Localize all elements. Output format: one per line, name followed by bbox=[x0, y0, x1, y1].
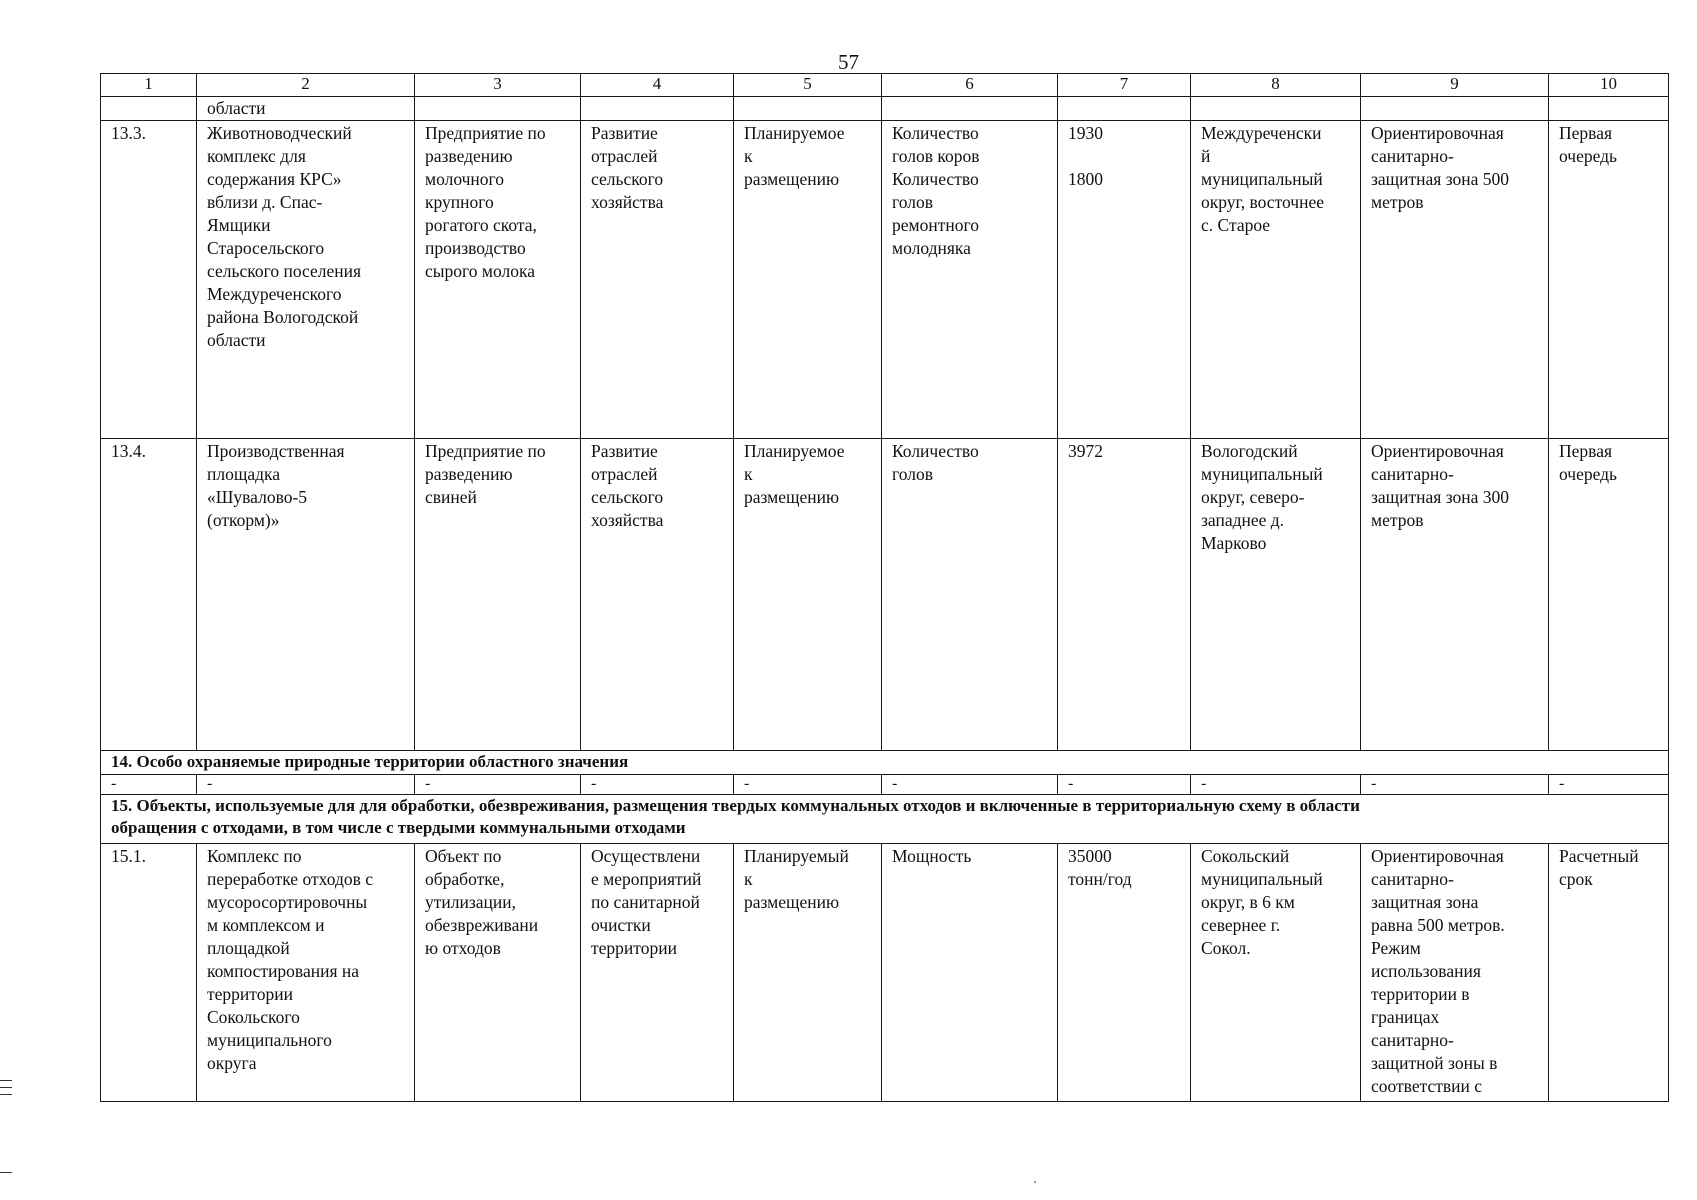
column-number: 10 bbox=[1549, 74, 1669, 97]
value: 1800 bbox=[1068, 169, 1103, 189]
object-characteristic bbox=[882, 121, 1058, 439]
object-values bbox=[1058, 439, 1191, 751]
text-line: сельского bbox=[591, 169, 664, 189]
text-line: 3972 bbox=[1068, 441, 1103, 461]
text-line: севернее г. bbox=[1201, 915, 1281, 935]
text-line: 35000 bbox=[1068, 846, 1112, 866]
object-zones bbox=[1361, 121, 1549, 439]
text-line: хозяйства bbox=[591, 510, 664, 530]
text-line: округ, восточнее bbox=[1201, 192, 1324, 212]
text-line: Междуреченского bbox=[207, 284, 342, 304]
margin-mark bbox=[0, 1080, 12, 1081]
section-header-row bbox=[101, 795, 1669, 844]
text-line: использования bbox=[1371, 961, 1481, 981]
text-line: санитарно- bbox=[1371, 464, 1454, 484]
margin-mark bbox=[0, 1087, 12, 1088]
text-line: к bbox=[744, 146, 753, 166]
text-line: Предприятие по bbox=[425, 123, 546, 143]
value: 1930 bbox=[1068, 123, 1103, 143]
text-line: Комплекс по bbox=[207, 846, 302, 866]
text-line: ремонтного bbox=[892, 215, 979, 235]
text-line: территории bbox=[207, 984, 293, 1004]
text-line: площадкой bbox=[207, 938, 290, 958]
dash-cell: - bbox=[1549, 775, 1669, 795]
text-line: вблизи д. Спас- bbox=[207, 192, 323, 212]
object-location bbox=[1191, 439, 1361, 751]
object-status bbox=[734, 121, 882, 439]
text-line: Производственная bbox=[207, 441, 345, 461]
object-characteristic bbox=[882, 439, 1058, 751]
text-line: комплекс для bbox=[207, 146, 306, 166]
dash-cell: - bbox=[1058, 775, 1191, 795]
text-line: санитарно- bbox=[1371, 869, 1454, 889]
table-row bbox=[101, 844, 1669, 1102]
object-status bbox=[734, 439, 882, 751]
text-line: к bbox=[744, 464, 753, 484]
text-line: хозяйства bbox=[591, 192, 664, 212]
dash-cell: - bbox=[882, 775, 1058, 795]
text-line: производство bbox=[425, 238, 526, 258]
text-line: метров bbox=[1371, 192, 1424, 212]
text-line: свиней bbox=[425, 487, 477, 507]
text-line: тонн/год bbox=[1068, 869, 1132, 889]
object-purpose bbox=[415, 121, 581, 439]
text-line: Марково bbox=[1201, 533, 1267, 553]
column-number: 5 bbox=[734, 74, 882, 97]
text-line: Количество bbox=[892, 123, 979, 143]
dash-cell: - bbox=[581, 775, 734, 795]
object-basis bbox=[581, 439, 734, 751]
column-number: 6 bbox=[882, 74, 1058, 97]
text-line: площадка bbox=[207, 464, 280, 484]
empty-dash-row bbox=[101, 775, 1669, 795]
text-line: границах bbox=[1371, 1007, 1440, 1027]
section-header-row bbox=[101, 751, 1669, 775]
text-line: Осуществлени bbox=[591, 846, 701, 866]
text-line: Планируемое bbox=[744, 123, 845, 143]
text-line: соответствии с bbox=[1371, 1076, 1483, 1096]
text-line: утилизации, bbox=[425, 892, 517, 912]
text-line: мусоросортировочны bbox=[207, 892, 368, 912]
text-line: Животноводческий bbox=[207, 123, 352, 143]
text-line: Мощность bbox=[892, 846, 972, 866]
text-line: содержания КРС» bbox=[207, 169, 342, 189]
text-line: 15. Объекты, используемые для для обработки, обезвреживания, размещения твердых коммунальных отходов и включенные в территориальную схему в области bbox=[111, 796, 1360, 815]
text-line: Количество bbox=[892, 441, 979, 461]
text-line: района Вологодской bbox=[207, 307, 359, 327]
column-number-row bbox=[101, 74, 1669, 97]
text-line: по санитарной bbox=[591, 892, 700, 912]
column-number: 8 bbox=[1191, 74, 1361, 97]
text-line: муниципального bbox=[207, 1030, 332, 1050]
text-line: Развитие bbox=[591, 123, 658, 143]
object-name bbox=[197, 844, 415, 1102]
text-line: голов bbox=[892, 464, 934, 484]
text-line: разведению bbox=[425, 464, 513, 484]
text-line: равна 500 метров. bbox=[1371, 915, 1505, 935]
scan-speck bbox=[1034, 1181, 1036, 1183]
column-number: 3 bbox=[415, 74, 581, 97]
text-line: защитная зона 500 bbox=[1371, 169, 1510, 189]
column-number: 1 bbox=[101, 74, 197, 97]
text-line: округ, северо- bbox=[1201, 487, 1305, 507]
text-line: территории bbox=[591, 938, 677, 958]
text-line: (откорм)» bbox=[207, 510, 280, 530]
text-line: сельского bbox=[591, 487, 664, 507]
margin-mark bbox=[0, 1172, 12, 1173]
text-line: Режим bbox=[1371, 938, 1421, 958]
object-values bbox=[1058, 121, 1191, 439]
text-line: защитная зона 300 bbox=[1371, 487, 1510, 507]
text-line: Объект по bbox=[425, 846, 502, 866]
text-line: срок bbox=[1559, 869, 1593, 889]
object-purpose bbox=[415, 439, 581, 751]
text-line: санитарно- bbox=[1371, 1030, 1454, 1050]
object-status bbox=[734, 844, 882, 1102]
text-line: обращения с отходами, в том числе с твердыми коммунальными отходами bbox=[111, 818, 686, 837]
dash-cell: - bbox=[734, 775, 882, 795]
object-basis bbox=[581, 121, 734, 439]
text-line: м комплексом и bbox=[207, 915, 325, 935]
text-line: Вологодский bbox=[1201, 441, 1298, 461]
text-line: к bbox=[744, 869, 753, 889]
text-line: Междуреченски bbox=[1201, 123, 1322, 143]
text-line: крупного bbox=[425, 192, 494, 212]
continuation-text: области bbox=[197, 97, 415, 121]
dash-cell: - bbox=[197, 775, 415, 795]
planning-table bbox=[100, 73, 1669, 1102]
column-number: 7 bbox=[1058, 74, 1191, 97]
row-number: 15.1. bbox=[101, 844, 197, 1102]
object-location bbox=[1191, 844, 1361, 1102]
text-line: переработке отходов с bbox=[207, 869, 374, 889]
text-line: санитарно- bbox=[1371, 146, 1454, 166]
dash-cell: - bbox=[415, 775, 581, 795]
column-number: 2 bbox=[197, 74, 415, 97]
text-line: округ, в 6 км bbox=[1201, 892, 1295, 912]
text-line: округа bbox=[207, 1053, 257, 1073]
text-line: Сокол. bbox=[1201, 938, 1251, 958]
dash-cell: - bbox=[1191, 775, 1361, 795]
text-line: очередь bbox=[1559, 146, 1618, 166]
text-line: обработке, bbox=[425, 869, 505, 889]
text-line: очистки bbox=[591, 915, 651, 935]
margin-mark bbox=[0, 1094, 12, 1095]
column-number: 9 bbox=[1361, 74, 1549, 97]
text-line: Предприятие по bbox=[425, 441, 546, 461]
text-line: Развитие bbox=[591, 441, 658, 461]
text-line: Сокольского bbox=[207, 1007, 300, 1027]
object-name bbox=[197, 439, 415, 751]
text-line: Ориентировочная bbox=[1371, 441, 1504, 461]
text-line: голов bbox=[892, 192, 934, 212]
text-line: Старосельского bbox=[207, 238, 325, 258]
text-line: Планируемый bbox=[744, 846, 849, 866]
text-line: Ямщики bbox=[207, 215, 271, 235]
object-location bbox=[1191, 121, 1361, 439]
dash-cell: - bbox=[101, 775, 197, 795]
text-line: Первая bbox=[1559, 441, 1613, 461]
text-line: рогатого скота, bbox=[425, 215, 537, 235]
text-line: сырого молока bbox=[425, 261, 535, 281]
object-name bbox=[197, 121, 415, 439]
text-line: молочного bbox=[425, 169, 505, 189]
text-line: отраслей bbox=[591, 146, 658, 166]
text-line: защитной зоны в bbox=[1371, 1053, 1498, 1073]
row-number: 13.4. bbox=[101, 439, 197, 751]
text-line: молодняка bbox=[892, 238, 971, 258]
object-zones bbox=[1361, 844, 1549, 1102]
text-line: муниципальный bbox=[1201, 464, 1323, 484]
text-line: «Шувалово-5 bbox=[207, 487, 308, 507]
continuation-row bbox=[101, 97, 1669, 121]
text-line: территории в bbox=[1371, 984, 1470, 1004]
column-number: 4 bbox=[581, 74, 734, 97]
table-row bbox=[101, 121, 1669, 439]
text-line: с. Старое bbox=[1201, 215, 1271, 235]
object-term bbox=[1549, 121, 1669, 439]
text-line: Ориентировочная bbox=[1371, 846, 1504, 866]
text-line: е мероприятий bbox=[591, 869, 702, 889]
object-values bbox=[1058, 844, 1191, 1102]
text-line: Сокольский bbox=[1201, 846, 1290, 866]
text-line: ю отходов bbox=[425, 938, 501, 958]
text-line: размещению bbox=[744, 169, 840, 189]
text-line: Планируемое bbox=[744, 441, 845, 461]
section-title: 14. Особо охраняемые природные территории областного значения bbox=[101, 751, 1669, 775]
row-number: 13.3. bbox=[101, 121, 197, 439]
text-line: очередь bbox=[1559, 464, 1618, 484]
text-line: размещению bbox=[744, 487, 840, 507]
text-line: Расчетный bbox=[1559, 846, 1639, 866]
object-characteristic bbox=[882, 844, 1058, 1102]
text-line: области bbox=[207, 330, 266, 350]
section-title bbox=[101, 795, 1669, 844]
text-line: й bbox=[1201, 146, 1211, 166]
text-line: муниципальный bbox=[1201, 169, 1323, 189]
text-line: метров bbox=[1371, 510, 1424, 530]
text-line: муниципальный bbox=[1201, 869, 1323, 889]
text-line: защитная зона bbox=[1371, 892, 1479, 912]
object-term bbox=[1549, 844, 1669, 1102]
text-line: компостирования на bbox=[207, 961, 360, 981]
table-row bbox=[101, 439, 1669, 751]
text-line: разведению bbox=[425, 146, 513, 166]
text-line: Количество bbox=[892, 169, 979, 189]
object-zones bbox=[1361, 439, 1549, 751]
object-term bbox=[1549, 439, 1669, 751]
text-line: сельского поселения bbox=[207, 261, 362, 281]
page-number: 57 bbox=[838, 50, 859, 74]
text-line: западнее д. bbox=[1201, 510, 1285, 530]
text-line: размещению bbox=[744, 892, 840, 912]
object-basis bbox=[581, 844, 734, 1102]
text-line: отраслей bbox=[591, 464, 658, 484]
text-line: Первая bbox=[1559, 123, 1613, 143]
text-line: обезвреживани bbox=[425, 915, 539, 935]
dash-cell: - bbox=[1361, 775, 1549, 795]
text-line: Ориентировочная bbox=[1371, 123, 1504, 143]
object-purpose bbox=[415, 844, 581, 1102]
text-line: голов коров bbox=[892, 146, 980, 166]
